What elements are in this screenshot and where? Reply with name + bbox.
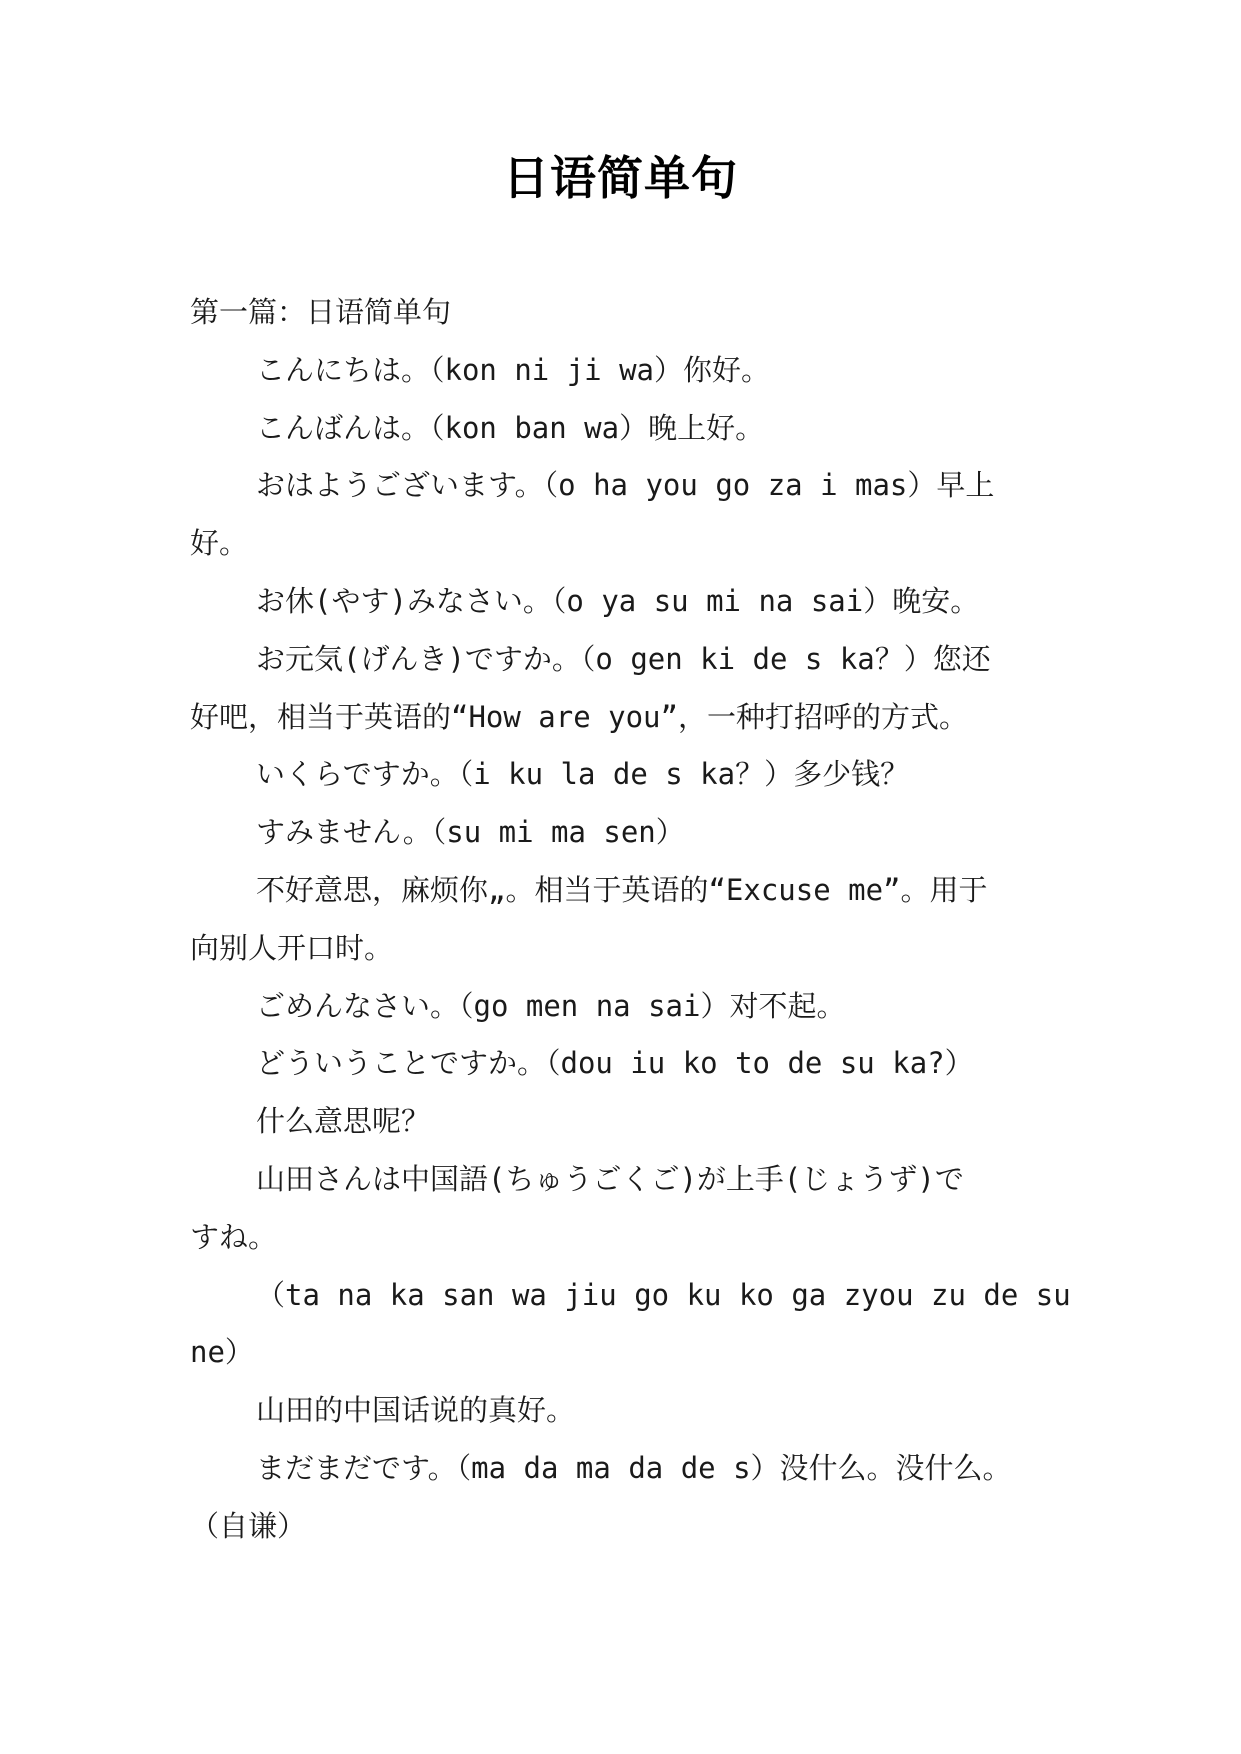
text-line: まだまだです。（ma da ma da de s）没什么。没什么。 bbox=[256, 1450, 1012, 1485]
text-line: 山田さんは中国語(ちゅうごくご)が上手(じょうず)で bbox=[256, 1161, 964, 1196]
text-line: 向别人开口时。 bbox=[190, 930, 394, 965]
text-line: お休(やす)みなさい。（o ya su mi na sai）晚安。 bbox=[256, 583, 980, 618]
document-title: 日语简单句 bbox=[503, 151, 738, 205]
text-line: 山田的中国话说的真好。 bbox=[256, 1393, 576, 1428]
text-line: （ta na ka san wa jiu go ku ko ga zyou zu de su bbox=[256, 1277, 1071, 1312]
text-line: すね。 bbox=[190, 1219, 278, 1254]
text-line: （自谦） bbox=[190, 1508, 307, 1543]
text-line: 不好意思，麻烦你„。相当于英语的“Excuse me”。用于 bbox=[256, 872, 988, 907]
text-line: 好。 bbox=[190, 526, 249, 561]
text-line: いくらですか。（i ku la de s ka？）多少钱？ bbox=[256, 757, 910, 792]
text-line: 好吧，相当于英语的“How are you”，一种打招呼的方式。 bbox=[190, 699, 968, 734]
text-line: こんばんは。（kon ban wa）晚上好。 bbox=[256, 410, 765, 445]
text-line: おはようございます。（o ha you go za i mas）早上 bbox=[256, 468, 995, 503]
text-line: ne） bbox=[190, 1335, 254, 1370]
document-body bbox=[190, 284, 1082, 1556]
text-line: 什么意思呢？ bbox=[256, 1104, 431, 1139]
text-line: すみません。（su mi ma sen） bbox=[256, 815, 685, 850]
text-line: お元気(げんき)ですか。（o gen ki de s ka？）您还 bbox=[256, 641, 991, 676]
text-line: ごめんなさい。（go men na sai）对不起。 bbox=[256, 988, 846, 1023]
text-line: 第一篇：日语简单句 bbox=[190, 295, 452, 329]
text-line: こんにちは。（kon ni ji wa）你好。 bbox=[256, 352, 771, 387]
text-line: どういうことですか。（dou iu ko to de su ka?） bbox=[256, 1046, 974, 1081]
